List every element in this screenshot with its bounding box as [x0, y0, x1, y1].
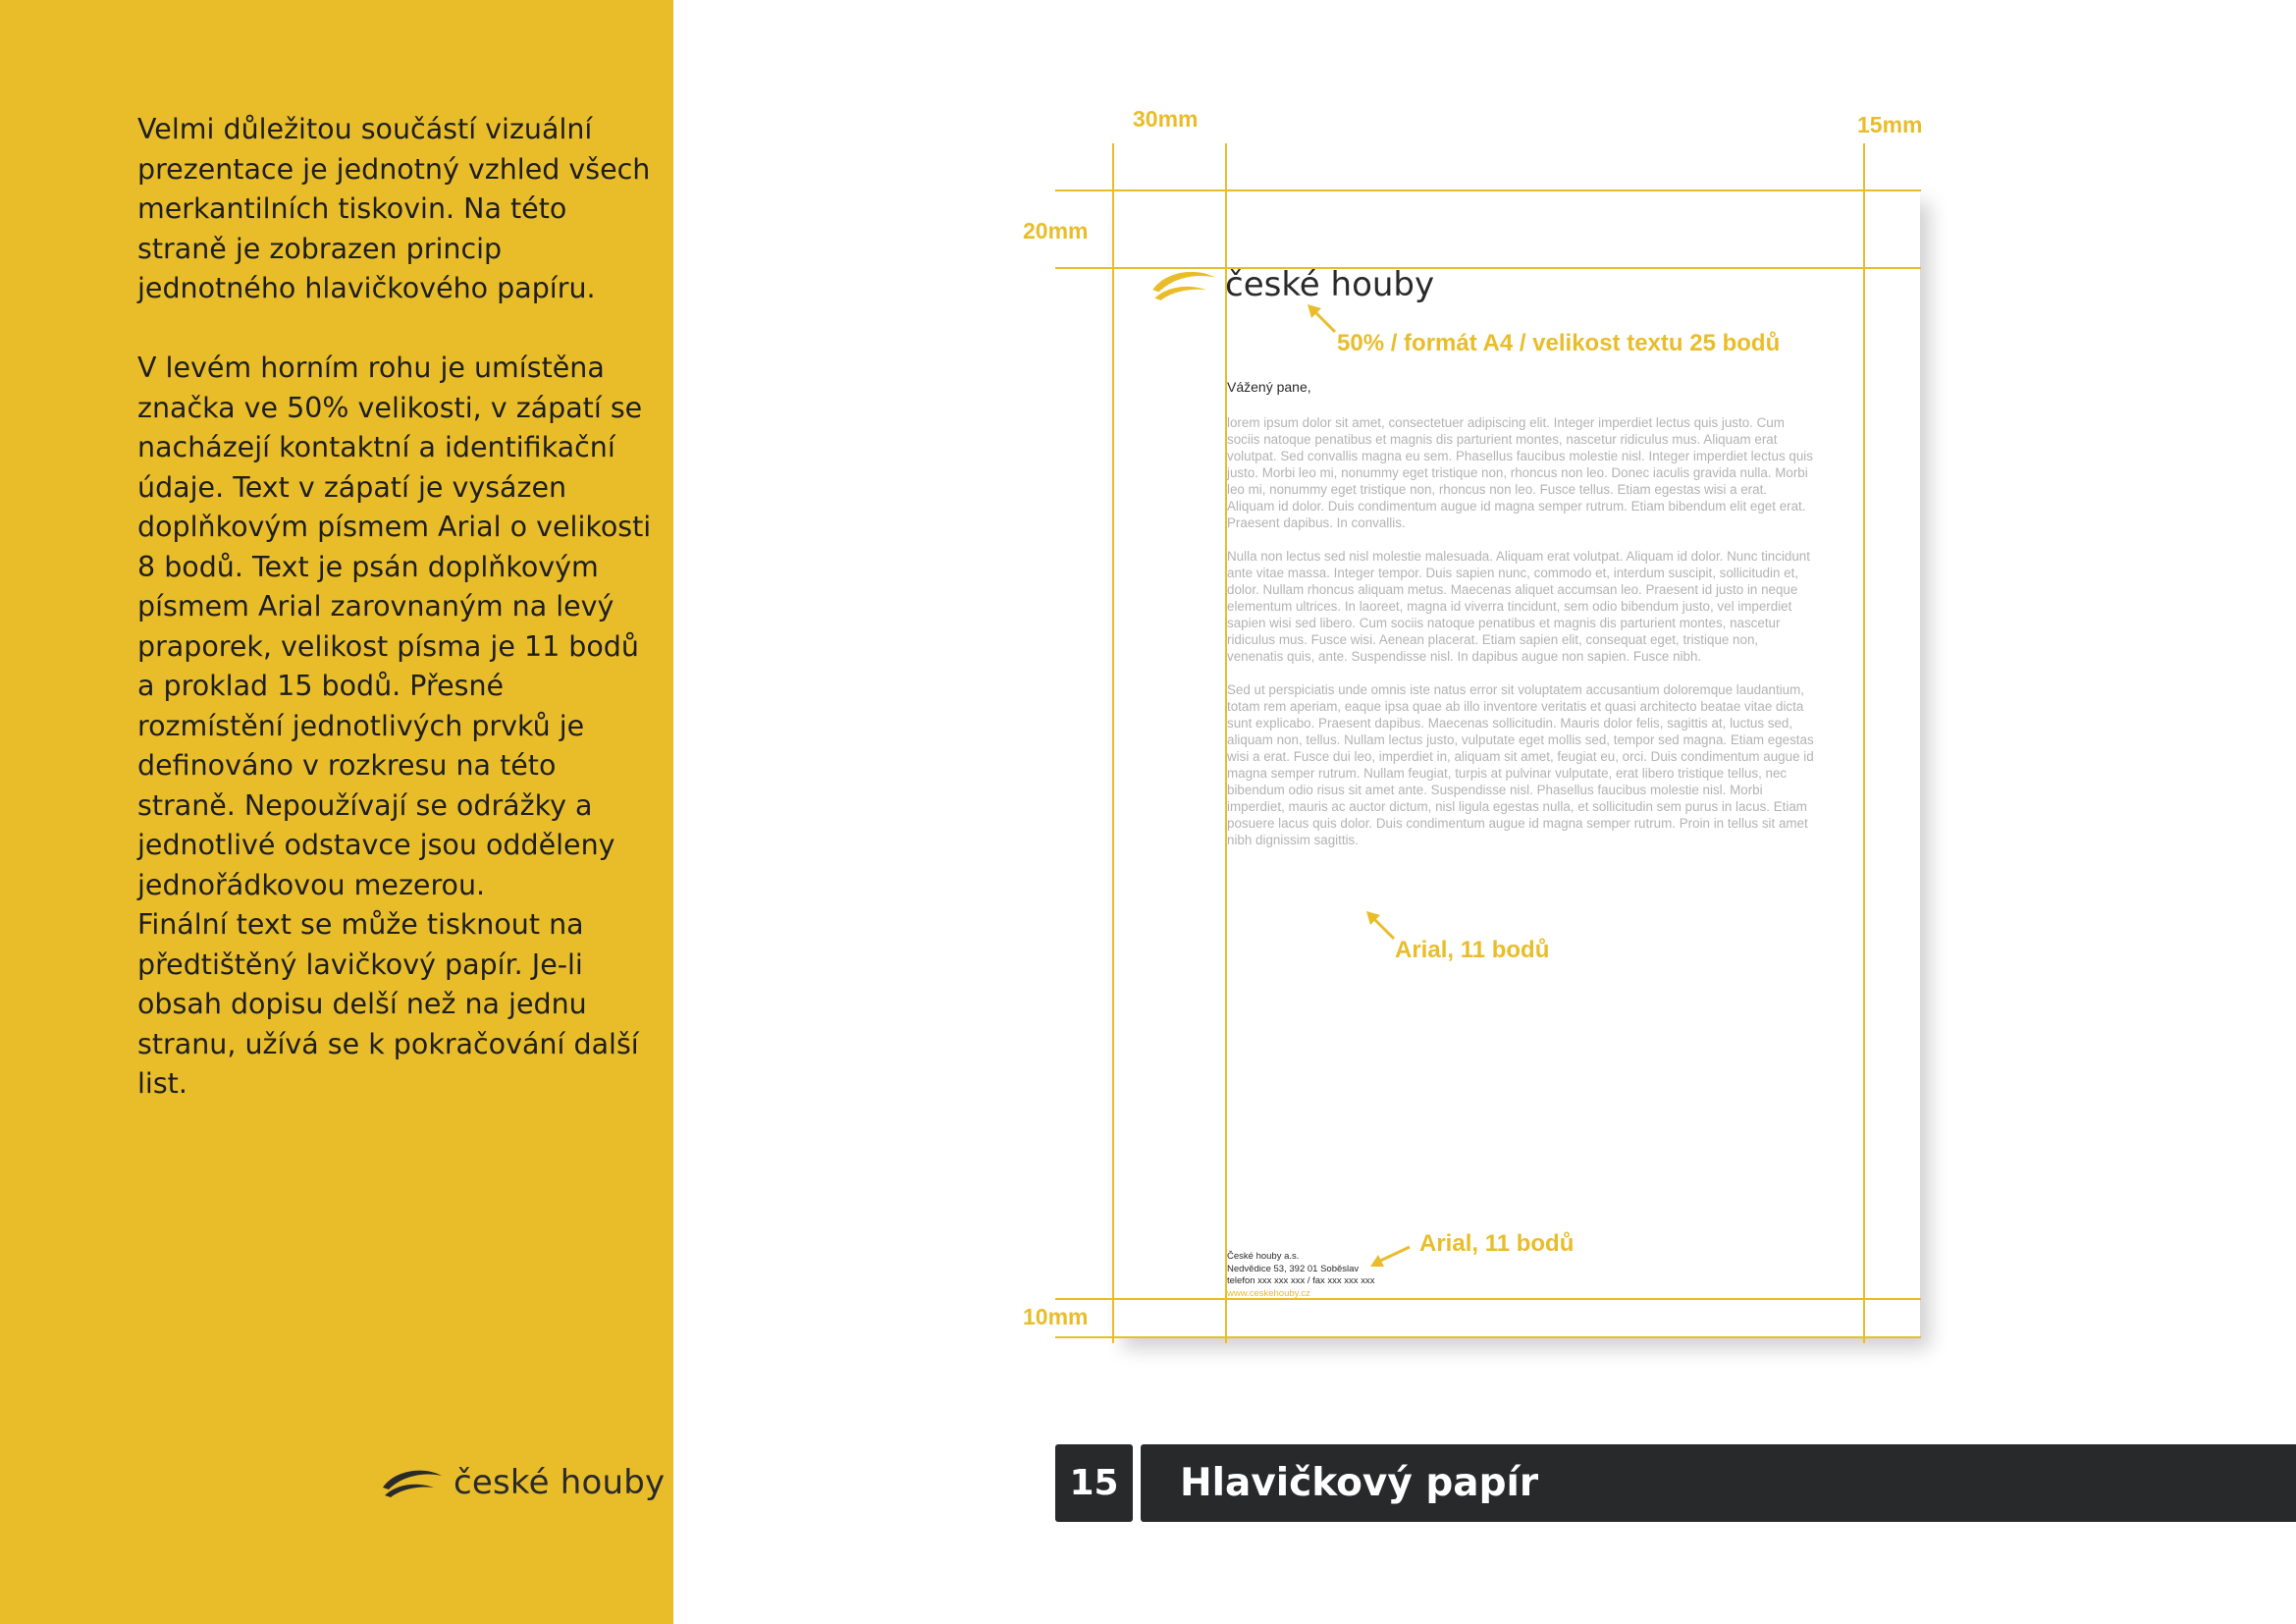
- left-panel: [0, 0, 673, 1624]
- letter-paragraph: Sed ut perspiciatis unde omnis iste natus error sit voluptatem accusantium doloremque laudantium, totam rem aperiam, eaque ipsa quae ab illo inventore veritatis et quasi architecto beatae vitae dicta sunt explicabo. Praesent dapibus. Maecenas sollicitudin. Mauris dolor felis, sagittis at, luctus sed, aliquam non, tellus. Nullam lectus justo, vulputate eget mollis sed, tempor sed magna. Etiam egestas wisi a erat. Fusce dui leo, imperdiet in, aliquam sit amet, feugiat eu, orci. Duis condimentum augue id magna semper rutrum. Nullam feugiat, turpis at pulvinar vulputate, erat libero tristique tellus, nec bibendum odio risus sit amet ante. Suspendisse nisl. Phasellus faucibus molestie nisl. Morbi imperdiet, mauris ac auctor dictum, nisl ligula egestas nulla, et sollicitudin sem purus in lacus. Etiam posuere lacus quis dolor. Duis condimentum augue id magna semper rutrum. Proin in tellus sit amet nibh dignissim sagittis.: [1227, 682, 1814, 847]
- arrow-icon: [1368, 1241, 1414, 1271]
- letter-footer: [1227, 1251, 1374, 1300]
- page-title-text: Hlavičkový papír: [1180, 1461, 1539, 1505]
- letter-paragraph: Nulla non lectus sed nisl molestie malesuada. Aliquam erat volutpat. Aliquam id dolor. Nunc tincidunt ante vitae massa. Integer tempor. Duis sapien nunc, commodo et, interdum suscipit, sollicitudin et, dolor. Nullam rhoncus aliquam metus. Maecenas aliquet accumsan leo. Praesent id justo in neque elementum ultrices. In laoreet, magna id viverra tincidunt, sem odio bibendum justo, vel imperdiet sapien wisi sed libero. Cum sociis natoque penatibus et magnis dis parturient montes, nascetur ridiculus mus. Fusce wisi. Aenean placerat. Etiam sapien elit, consequat eget, tristique non, venenatis quis, ante. Suspendisse nisl. In dapibus augue non sapien. Fusce nibh.: [1227, 549, 1810, 664]
- arrow-icon: [1364, 909, 1398, 943]
- intro-paragraph: Velmi důležitou součástí vizuální prezentace je jednotný vzhled všech merkantilních tiskovin. Na této straně je zobrazen princip jednotného hlavičkového papíru.: [137, 113, 651, 304]
- dimension-left-margin: 30mm: [1133, 106, 1199, 132]
- dimension-top-margin: 20mm: [1023, 218, 1089, 244]
- footer-phone: telefon xxx xxx xxx / fax xxx xxx xxx: [1227, 1275, 1375, 1286]
- mushroom-logo-icon: [1150, 267, 1217, 302]
- intro-paragraph: Finální text se může tisknout na předtištěný lavičkový papír. Je-li obsah dopisu delší než na jednu stranu, užívá se k pokračování další list.: [137, 908, 639, 1100]
- page-number: 15: [1055, 1444, 1133, 1522]
- intro-text: [137, 110, 658, 1105]
- footer-address: Nedvědice 53, 392 01 Soběslav: [1227, 1263, 1360, 1274]
- letterhead-logo: [1150, 265, 1434, 304]
- footer-company: České houby a.s.: [1227, 1251, 1300, 1262]
- footer-web: www.ceskehouby.cz: [1227, 1287, 1310, 1299]
- letter-salutation: Vážený pane,: [1227, 379, 1311, 395]
- intro-paragraph: V levém horním rohu je umístěna značka ve 50% velikosti, v zápatí se nacházejí kontaktní a identifikační údaje. Text v zápatí je vysázen doplňkovým písmem Arial o velikosti 8 bodů. Text je psán doplňkovým písmem Arial zarovnaným na levý praporek, velikost písma je 11 bodů a proklad 15 bodů. Přesné rozmístění jednotlivých prvků je definováno v rozkresu na této straně. Nepoužívají se odrážky a jednotlivé odstavce jsou odděleny jednořádkovou mezerou.: [137, 352, 652, 901]
- guide-line: [1863, 143, 1865, 1343]
- brand-name: české houby: [1225, 265, 1435, 304]
- guide-line: [1055, 1336, 1921, 1338]
- footer-annotation: Arial, 11 bodů: [1419, 1230, 1575, 1257]
- page-title: [1141, 1444, 2296, 1522]
- guide-line: [1055, 1298, 1921, 1300]
- mushroom-logo-icon: [381, 1466, 444, 1499]
- brand-logo: [381, 1461, 665, 1504]
- dimension-bottom-margin: 10mm: [1023, 1304, 1089, 1329]
- body-annotation: Arial, 11 bodů: [1395, 937, 1550, 963]
- logo-annotation: 50% / formát A4 / velikost textu 25 bodů: [1337, 330, 1781, 356]
- letter-paragraph: lorem ipsum dolor sit amet, consectetuer adipiscing elit. Integer imperdiet lectus quis justo. Cum sociis natoque penatibus et magnis dis parturient montes, nascetur ridiculus mus. Aliquam erat volutpat. Sed convallis magna eu sem. Phasellus faucibus molestie nisl. Integer imperdiet lectus quis justo. Morbi leo mi, nonummy eget tristique non, rhoncus non leo. Donec iaculis gravida nulla. Morbi leo mi, nonummy eget tristique non, rhoncus non leo. Fusce tellus. Etiam egestas wisi a erat. Aliquam id dolor. Duis condimentum augue id magna semper rutrum. Etiam bibendum elit eget erat. Praesent dapibus. In convallis.: [1227, 415, 1813, 530]
- arrow-icon: [1306, 302, 1339, 336]
- guide-line: [1055, 189, 1921, 191]
- letter-body: [1227, 414, 1814, 865]
- dimension-right-margin: 15mm: [1857, 112, 1923, 137]
- brand-name: české houby: [454, 1463, 666, 1502]
- guide-line: [1112, 143, 1114, 1343]
